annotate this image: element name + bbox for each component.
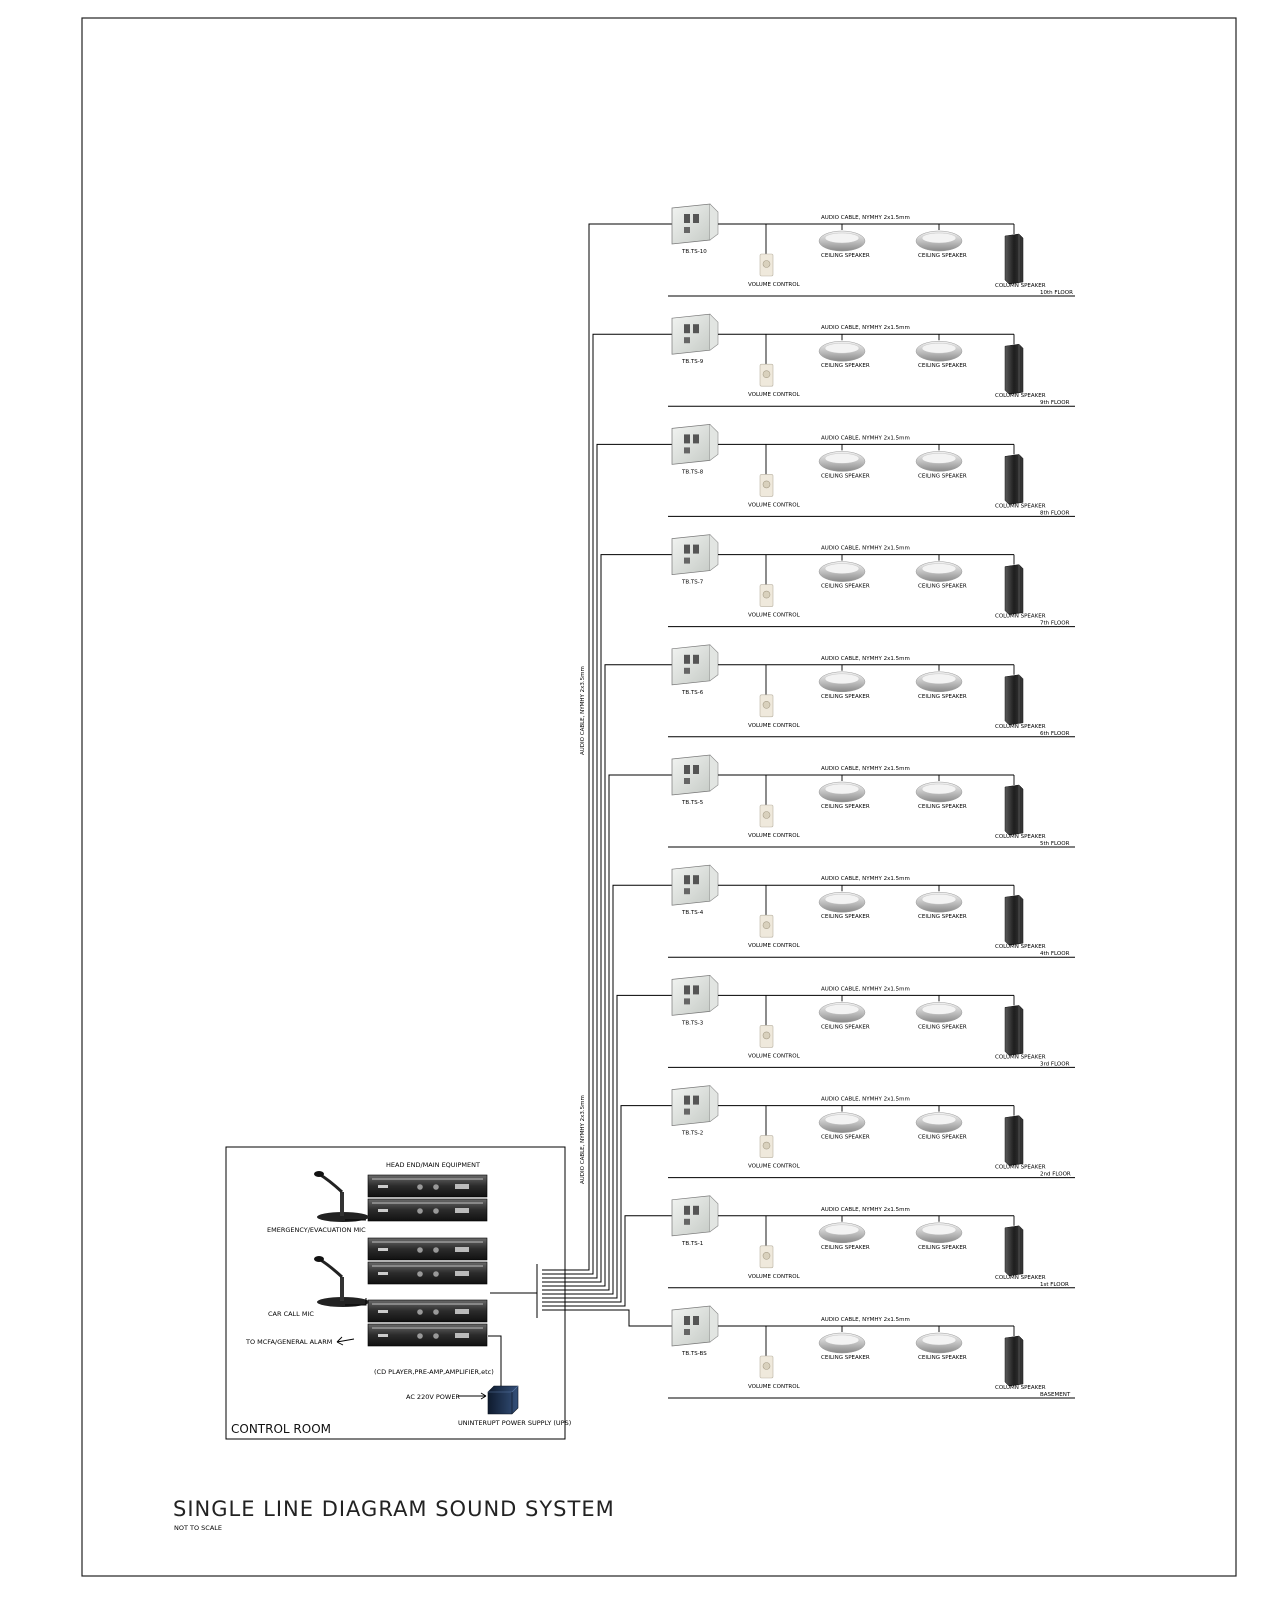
column-speaker-label: COLUMN SPEAKER	[995, 1385, 1046, 1391]
volume-control-icon	[760, 1136, 773, 1158]
volume-control-icon	[760, 1246, 773, 1268]
column-speaker-icon	[1005, 1336, 1023, 1386]
terminal-box-label: TB.TS-9	[682, 359, 704, 366]
control-room-label: CONTROL ROOM	[231, 1422, 331, 1436]
column-speaker-label: COLUMN SPEAKER	[995, 1054, 1046, 1061]
ceiling-speaker-label: CEILING SPEAKER	[918, 583, 967, 590]
volume-control-icon	[760, 474, 773, 496]
ceiling-speaker-label: CEILING SPEAKER	[821, 914, 870, 921]
ceiling-speaker-label: CEILING SPEAKER	[918, 804, 967, 810]
floor-row	[668, 865, 1075, 957]
column-speaker-label: COLUMN SPEAKER	[995, 1274, 1046, 1281]
volume-control-label: VOLUME CONTROL	[748, 502, 800, 509]
column-speaker-icon	[1005, 344, 1023, 394]
column-speaker-icon	[1005, 565, 1023, 615]
floor-cable-label: AUDIO CABLE, NYMHY 2x1.5mm	[821, 325, 910, 332]
ceiling-speaker-icon	[916, 451, 962, 471]
column-speaker-label: COLUMN SPEAKER	[995, 1164, 1046, 1171]
terminal-box-label: TB.TS-7	[682, 579, 704, 586]
volume-control-label: VOLUME CONTROL	[748, 612, 800, 619]
ceiling-speaker-label: CEILING SPEAKER	[821, 363, 870, 370]
ceiling-speaker-label: CEILING SPEAKER	[918, 1024, 967, 1031]
floor-cable-label: AUDIO CABLE, NYMHY 2x1.5mm	[821, 435, 910, 442]
riser-cable-label-upper: AUDIO CABLE, NYMHY 2x3.5mm	[580, 666, 586, 755]
floor-cable-label: AUDIO CABLE, NYMHY 2x1.5mm	[821, 1317, 910, 1323]
ceiling-speaker-label: CEILING SPEAKER	[918, 1244, 967, 1251]
floor-cable-label: AUDIO CABLE, NYMHY 2x1.5mm	[821, 876, 910, 883]
terminal-box-icon	[672, 645, 718, 685]
emergency-mic-label: EMERGENCY/EVACUATION MIC	[267, 1226, 366, 1234]
volume-control-icon	[760, 1356, 773, 1378]
floor-cable-label: AUDIO CABLE, NYMHY 2x1.5mm	[821, 215, 910, 221]
column-speaker-icon	[1005, 785, 1023, 835]
volume-control-icon	[760, 364, 773, 386]
terminal-box-icon	[672, 755, 718, 795]
volume-control-icon	[760, 805, 773, 827]
alarm-link-label: TO MCFA/GENERAL ALARM	[246, 1338, 333, 1346]
terminal-box-icon	[672, 1196, 718, 1236]
riser-cable	[542, 665, 672, 1286]
column-speaker-icon	[1005, 675, 1023, 725]
volume-control-label: VOLUME CONTROL	[748, 1163, 800, 1170]
terminal-box-icon	[672, 865, 718, 905]
head-end-label: HEAD END/MAIN EQUIPMENT	[386, 1161, 480, 1169]
riser-cable	[542, 224, 672, 1270]
terminal-box-label: TB.TS-1	[682, 1240, 704, 1247]
alarm-link-arrow	[337, 1337, 354, 1345]
ceiling-speaker-icon	[819, 1002, 865, 1022]
ceiling-speaker-icon	[916, 341, 962, 361]
floor-row	[668, 535, 1075, 627]
volume-control-label: VOLUME CONTROL	[748, 943, 800, 950]
ceiling-speaker-label: CEILING SPEAKER	[821, 253, 870, 259]
diagram-subtitle: NOT TO SCALE	[174, 1524, 223, 1532]
ceiling-speaker-icon	[916, 672, 962, 692]
volume-control-label: VOLUME CONTROL	[748, 392, 800, 399]
terminal-box-label: TB.TS-6	[682, 689, 704, 696]
ceiling-speaker-icon	[916, 892, 962, 912]
floor-row	[668, 645, 1075, 737]
floor-cable-label: AUDIO CABLE, NYMHY 2x1.5mm	[821, 655, 910, 662]
floor-rows	[668, 204, 1075, 1398]
floor-label: 6th FLOOR	[1040, 730, 1070, 737]
column-speaker-label: COLUMN SPEAKER	[995, 834, 1046, 840]
volume-control-label: VOLUME CONTROL	[748, 722, 800, 729]
terminal-box-icon	[672, 1086, 718, 1126]
ceiling-speaker-icon	[916, 231, 962, 251]
column-speaker-icon	[1005, 895, 1023, 945]
volume-control-label: VOLUME CONTROL	[748, 833, 800, 839]
floor-row	[668, 424, 1075, 516]
ceiling-speaker-label: CEILING SPEAKER	[918, 253, 967, 259]
ups-power-wire	[488, 1336, 501, 1386]
riser-cable-label-lower: AUDIO CABLE, NYMHY 2x3.5mm	[580, 1095, 586, 1184]
ac-power-label: AC 220V POWER	[406, 1393, 460, 1401]
floor-label: BASEMENT	[1040, 1392, 1071, 1398]
column-speaker-label: COLUMN SPEAKER	[995, 944, 1046, 951]
column-speaker-icon	[1005, 234, 1023, 284]
riser-cable	[542, 555, 672, 1282]
ceiling-speaker-label: CEILING SPEAKER	[918, 914, 967, 921]
control-room	[226, 1147, 571, 1439]
terminal-box-label: TB.TS-8	[682, 469, 704, 476]
terminal-box-label: TB.TS-BS	[682, 1351, 707, 1357]
ceiling-speaker-icon	[916, 562, 962, 582]
microphone-icon	[314, 1256, 369, 1307]
ceiling-speaker-icon	[916, 1223, 962, 1243]
amplifier-rack-icon	[368, 1175, 487, 1346]
volume-control-icon	[760, 254, 773, 276]
riser-cable	[542, 885, 672, 1294]
terminal-box-label: TB.TS-4	[682, 910, 704, 917]
floor-cable-label: AUDIO CABLE, NYMHY 2x1.5mm	[821, 986, 910, 993]
column-speaker-icon	[1005, 1226, 1023, 1276]
floor-row	[668, 975, 1075, 1067]
ceiling-speaker-label: CEILING SPEAKER	[821, 1024, 870, 1031]
column-speaker-icon	[1005, 1116, 1023, 1166]
volume-control-label: VOLUME CONTROL	[748, 282, 800, 288]
ceiling-speaker-label: CEILING SPEAKER	[821, 583, 870, 590]
diagram-title: SINGLE LINE DIAGRAM SOUND SYSTEM	[173, 1497, 615, 1521]
ceiling-speaker-label: CEILING SPEAKER	[918, 363, 967, 370]
ceiling-speaker-label: CEILING SPEAKER	[918, 1134, 967, 1141]
floor-cable-label: AUDIO CABLE, NYMHY 2x1.5mm	[821, 1206, 910, 1213]
ceiling-speaker-icon	[819, 782, 865, 802]
riser-cable	[542, 444, 672, 1278]
riser-cable	[542, 334, 672, 1274]
floor-row	[668, 314, 1075, 406]
volume-control-icon	[760, 915, 773, 937]
ceiling-speaker-label: CEILING SPEAKER	[821, 804, 870, 810]
equipment-note: (CD PLAYER,PRE-AMP,AMPLIFIER,etc)	[374, 1368, 494, 1376]
terminal-box-label: TB.TS-2	[682, 1130, 704, 1137]
ceiling-speaker-icon	[916, 782, 962, 802]
ceiling-speaker-icon	[819, 231, 865, 251]
floor-label: 4th FLOOR	[1040, 951, 1070, 958]
terminal-box-icon	[672, 975, 718, 1015]
ceiling-speaker-label: CEILING SPEAKER	[821, 473, 870, 480]
ceiling-speaker-icon	[819, 672, 865, 692]
ceiling-speaker-label: CEILING SPEAKER	[918, 693, 967, 700]
floor-label: 1st FLOOR	[1040, 1281, 1069, 1288]
ceiling-speaker-icon	[916, 1333, 962, 1353]
ceiling-speaker-label: CEILING SPEAKER	[918, 473, 967, 480]
ceiling-speaker-label: CEILING SPEAKER	[821, 1134, 870, 1141]
ceiling-speaker-icon	[819, 1333, 865, 1353]
floor-label: 10th FLOOR	[1040, 290, 1073, 296]
floor-row	[668, 755, 1075, 847]
column-speaker-icon	[1005, 1005, 1023, 1055]
floor-row	[668, 1086, 1075, 1178]
riser-cable	[542, 1106, 672, 1302]
terminal-box-label: TB.TS-3	[682, 1020, 704, 1027]
floor-label: 7th FLOOR	[1040, 620, 1070, 627]
column-speaker-label: COLUMN SPEAKER	[995, 723, 1046, 730]
ceiling-speaker-icon	[916, 1002, 962, 1022]
car-call-mic-label: CAR CALL MIC	[268, 1310, 314, 1318]
floor-row	[668, 1196, 1075, 1288]
terminal-box-label: TB.TS-5	[682, 800, 704, 806]
ceiling-speaker-icon	[916, 1113, 962, 1133]
floor-label: 3rd FLOOR	[1040, 1061, 1070, 1068]
ceiling-speaker-label: CEILING SPEAKER	[821, 693, 870, 700]
ceiling-speaker-label: CEILING SPEAKER	[918, 1355, 967, 1361]
ceiling-speaker-icon	[819, 1113, 865, 1133]
terminal-box-icon	[672, 1306, 718, 1346]
ceiling-speaker-icon	[819, 562, 865, 582]
volume-control-icon	[760, 1025, 773, 1047]
column-speaker-label: COLUMN SPEAKER	[995, 393, 1046, 400]
ceiling-speaker-icon	[819, 1223, 865, 1243]
floor-row	[668, 1306, 1075, 1398]
terminal-box-icon	[672, 424, 718, 464]
ceiling-speaker-icon	[819, 451, 865, 471]
volume-control-icon	[760, 695, 773, 717]
riser-cable	[542, 775, 672, 1290]
ceiling-speaker-label: CEILING SPEAKER	[821, 1355, 870, 1361]
ceiling-speaker-label: CEILING SPEAKER	[821, 1244, 870, 1251]
column-speaker-label: COLUMN SPEAKER	[995, 613, 1046, 620]
ups-label: UNINTERUPT POWER SUPPLY (UPS)	[458, 1419, 572, 1427]
floor-row	[668, 204, 1075, 296]
floor-label: 9th FLOOR	[1040, 400, 1070, 407]
terminal-box-icon	[672, 314, 718, 354]
column-speaker-label: COLUMN SPEAKER	[995, 503, 1046, 510]
riser-cable	[542, 1310, 672, 1326]
volume-control-icon	[760, 585, 773, 607]
floor-label: 8th FLOOR	[1040, 510, 1070, 517]
terminal-box-label: TB.TS-10	[682, 249, 707, 255]
volume-control-label: VOLUME CONTROL	[748, 1053, 800, 1060]
riser-cable	[542, 1216, 672, 1306]
floor-cable-label: AUDIO CABLE, NYMHY 2x1.5mm	[821, 545, 910, 552]
floor-cable-label: AUDIO CABLE, NYMHY 2x1.5mm	[821, 766, 910, 772]
volume-control-label: VOLUME CONTROL	[748, 1273, 800, 1280]
floor-label: 2nd FLOOR	[1040, 1171, 1071, 1178]
ups-icon	[488, 1386, 518, 1414]
riser-cables	[537, 224, 672, 1326]
floor-label: 5th FLOOR	[1040, 841, 1070, 847]
ceiling-speaker-icon	[819, 341, 865, 361]
terminal-box-icon	[672, 535, 718, 575]
column-speaker-icon	[1005, 454, 1023, 504]
ac-power-arrow	[458, 1393, 486, 1399]
volume-control-label: VOLUME CONTROL	[748, 1384, 800, 1390]
column-speaker-label: COLUMN SPEAKER	[995, 283, 1046, 289]
terminal-box-icon	[672, 204, 718, 244]
microphone-icon	[314, 1171, 369, 1222]
ceiling-speaker-icon	[819, 892, 865, 912]
floor-cable-label: AUDIO CABLE, NYMHY 2x1.5mm	[821, 1096, 910, 1103]
